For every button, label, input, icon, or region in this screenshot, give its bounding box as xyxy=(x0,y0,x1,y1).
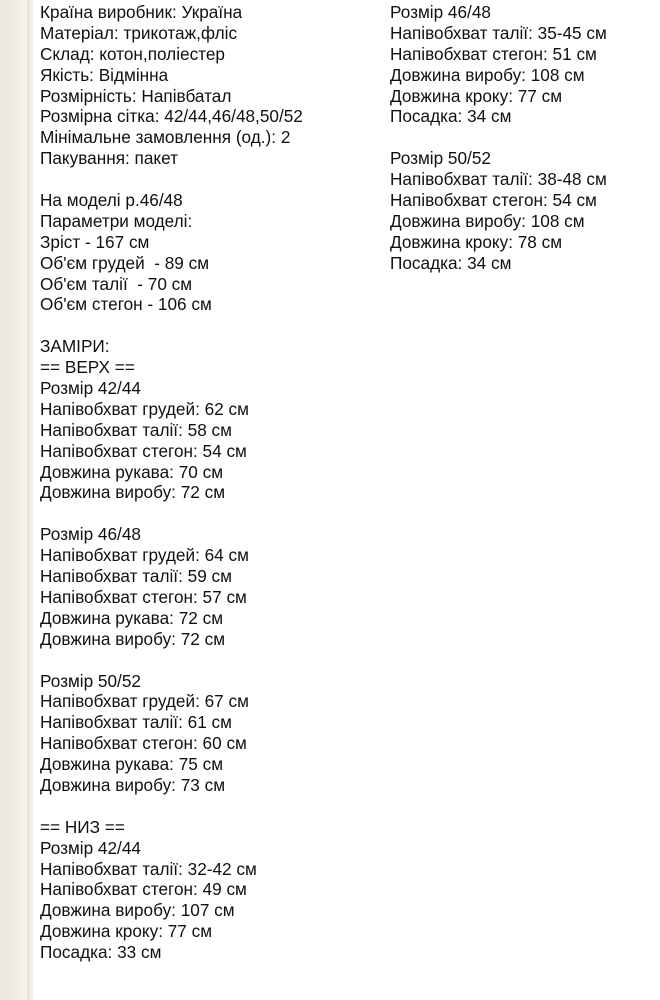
text-line: Довжина кроку: 77 см xyxy=(40,921,213,942)
text-line: Напівобхват грудей: 62 см xyxy=(40,398,249,419)
text-line: Напівобхват стегон: 51 см xyxy=(390,43,597,64)
text-line: Напівобхват талії: 38-48 см xyxy=(390,169,607,190)
text-line: Розмір 42/44 xyxy=(40,837,141,858)
text-line: Напівобхват стегон: 49 см xyxy=(40,879,247,900)
text-line: Посадка: 34 см xyxy=(390,106,512,127)
text-line: Довжина кроку: 77 см xyxy=(390,85,563,106)
text-line: Об'єм талії - 70 см xyxy=(40,273,193,294)
paragraph-gap xyxy=(390,127,652,148)
text-line: == НИЗ == xyxy=(40,816,125,837)
text-line: Розмірна сітка: 42/44,46/48,50/52 xyxy=(40,106,303,127)
paragraph-gap xyxy=(40,503,380,524)
paragraph-gap xyxy=(40,650,380,671)
text-line: Мінімальне замовлення (од.): 2 xyxy=(40,127,291,148)
text-line: Довжина виробу: 72 см xyxy=(40,628,226,649)
text-line: Напівобхват грудей: 67 см xyxy=(40,691,249,712)
page-edge-shadow xyxy=(27,0,34,1000)
text-line: Розмір 50/52 xyxy=(40,670,141,691)
text-line: Розмірність: Напівбатал xyxy=(40,85,232,106)
text-line: Напівобхват стегон: 54 см xyxy=(40,440,247,461)
text-line: Об'єм стегон - 106 см xyxy=(40,294,212,315)
text-line: == ВЕРХ == xyxy=(40,357,135,378)
text-line: Зріст - 167 см xyxy=(40,231,150,252)
text-line: Розмір 46/48 xyxy=(390,2,491,22)
text-line: Напівобхват стегон: 60 см xyxy=(40,733,247,754)
text-line: Довжина виробу: 72 см xyxy=(40,482,226,503)
text-line: Пакування: пакет xyxy=(40,148,178,169)
text-line: Довжина кроку: 78 см xyxy=(390,231,563,252)
text-line: Довжина виробу: 108 см xyxy=(390,64,585,85)
paragraph-gap xyxy=(40,315,380,336)
text-line: Країна виробник: Україна xyxy=(40,2,243,22)
text-line: Якість: Відмінна xyxy=(40,64,169,85)
text-line: Довжина виробу: 107 см xyxy=(40,900,235,921)
text-line: На моделі р.46/48 xyxy=(40,190,183,211)
text-line: Напівобхват грудей: 64 см xyxy=(40,545,249,566)
text-line: Довжина рукава: 70 см xyxy=(40,461,224,482)
text-line: ЗАМІРИ: xyxy=(40,336,110,357)
text-line: Напівобхват талії: 61 см xyxy=(40,712,232,733)
text-line: Посадка: 33 см xyxy=(40,942,162,963)
text-line: Довжина рукава: 72 см xyxy=(40,607,224,628)
text-line: Довжина рукава: 75 см xyxy=(40,754,224,775)
right-text-column xyxy=(390,2,652,274)
text-line: Матеріал: трикотаж,фліс xyxy=(40,22,238,43)
text-line: Напівобхват стегон: 54 см xyxy=(390,190,597,211)
paragraph-gap xyxy=(40,796,380,817)
text-line: Параметри моделі: xyxy=(40,210,193,231)
text-line: Розмір 42/44 xyxy=(40,378,141,399)
text-line: Напівобхват стегон: 57 см xyxy=(40,586,247,607)
left-text-column xyxy=(40,2,380,963)
text-line: Довжина виробу: 73 см xyxy=(40,774,226,795)
text-line: Посадка: 34 см xyxy=(390,252,512,273)
text-line: Розмір 50/52 xyxy=(390,148,491,169)
text-line: Довжина виробу: 108 см xyxy=(390,210,585,231)
text-line: Напівобхват талії: 32-42 см xyxy=(40,858,257,879)
paragraph-gap xyxy=(40,169,380,190)
text-line: Напівобхват талії: 59 см xyxy=(40,566,232,587)
text-line: Напівобхват талії: 58 см xyxy=(40,419,232,440)
text-line: Напівобхват талії: 35-45 см xyxy=(390,22,607,43)
text-line: Розмір 46/48 xyxy=(40,524,141,545)
text-line: Об'єм грудей - 89 см xyxy=(40,252,210,273)
text-line: Склад: котон,поліестер xyxy=(40,43,225,64)
